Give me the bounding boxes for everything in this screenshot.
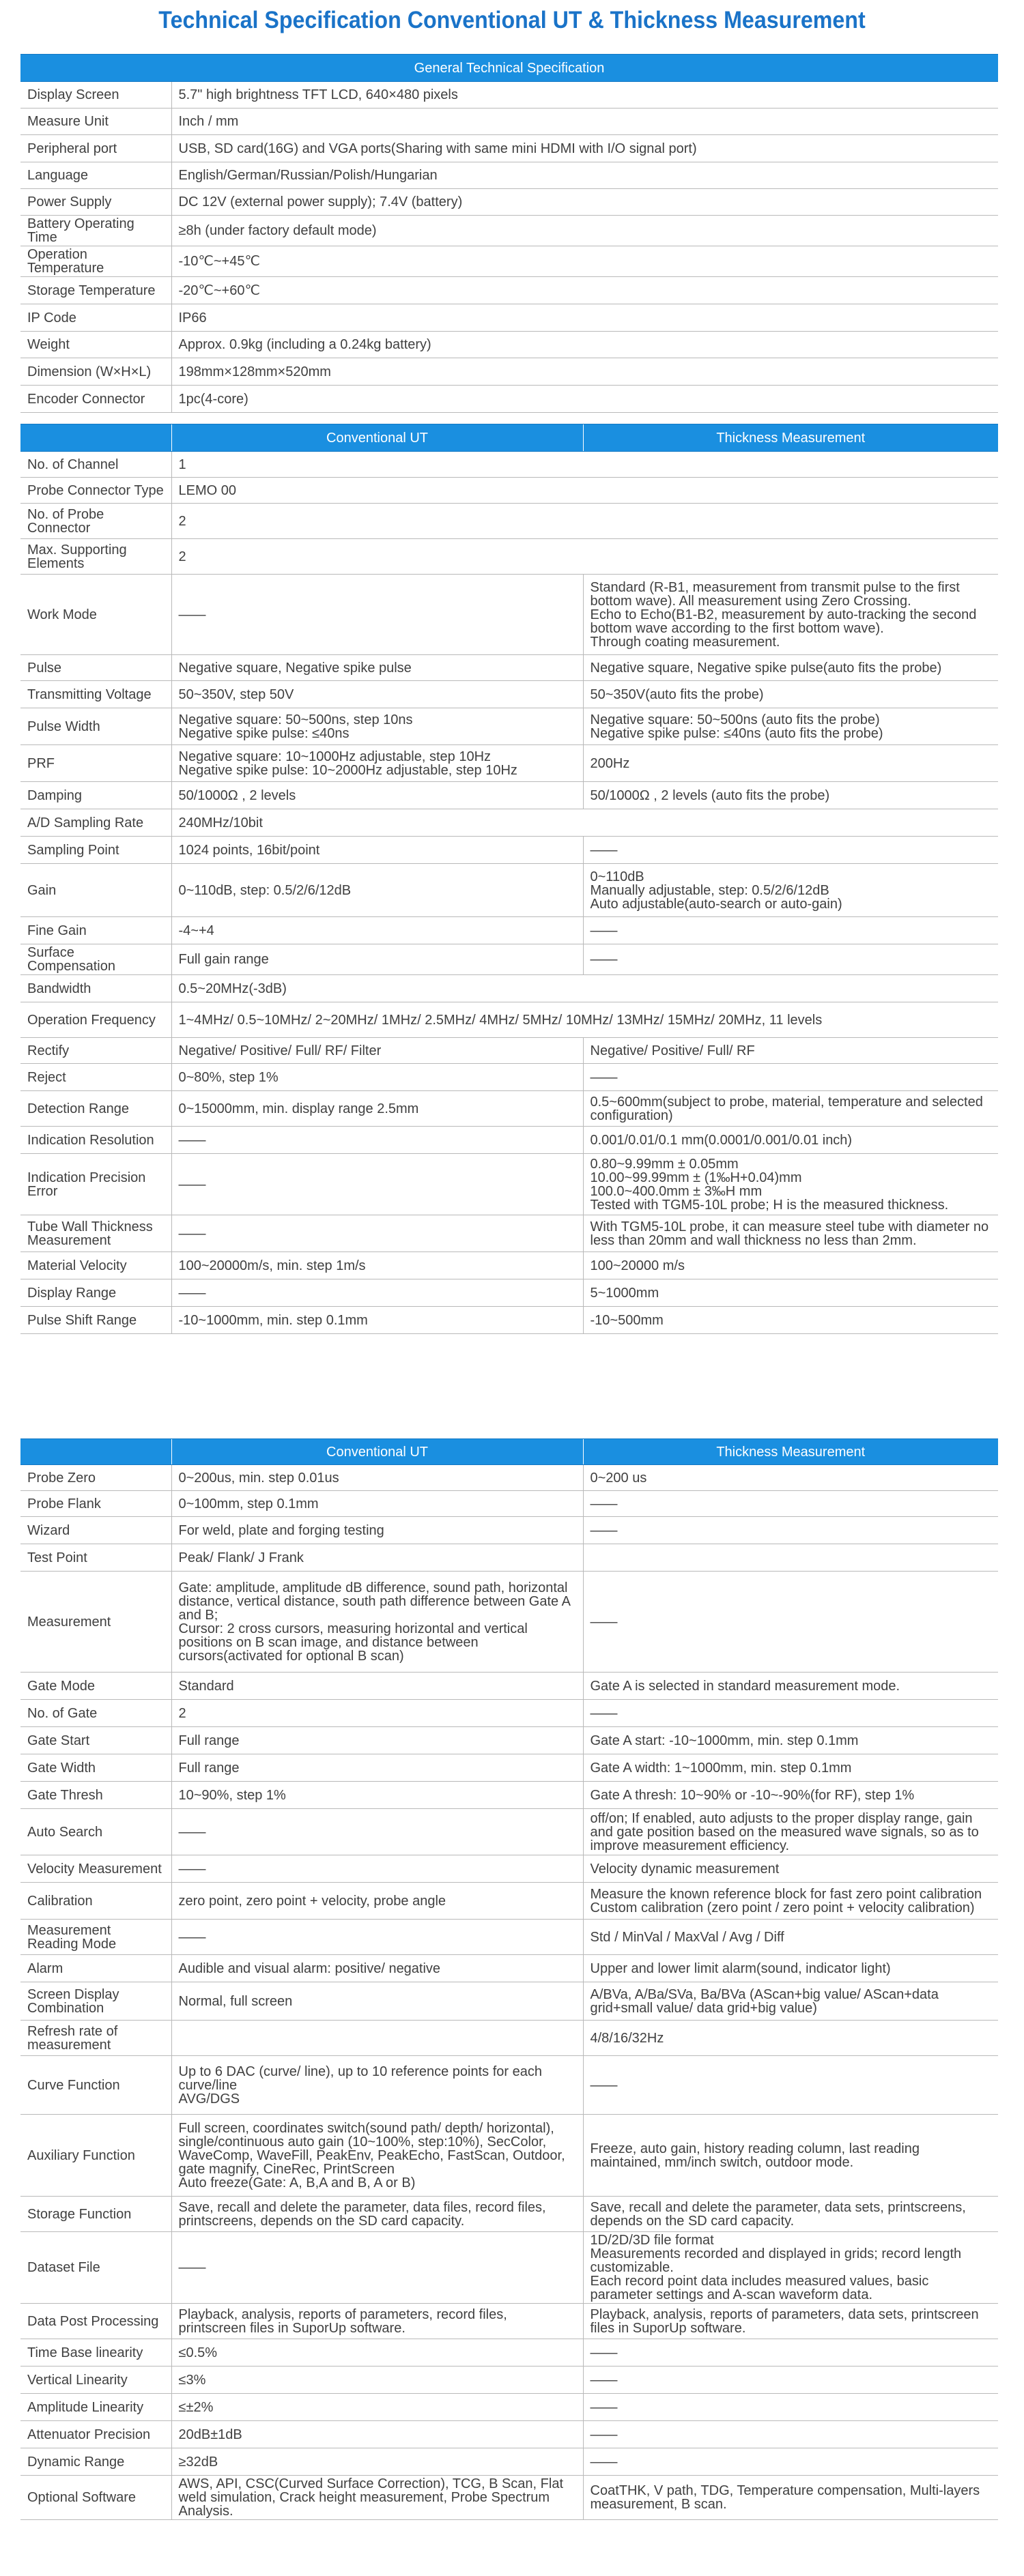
conventional-ut-value: zero point, zero point + velocity, probe angle [171,1883,583,1920]
table-row [20,162,998,189]
row-label: Dataset File [20,2232,171,2304]
header-conventional-ut: Conventional UT [171,1439,583,1465]
row-label: Tube Wall Thickness Measurement [20,1215,171,1252]
row-label: Attenuator Precision [20,2421,171,2448]
table-row [20,277,998,304]
table-row [20,1002,998,1038]
row-value: USB, SD card(16G) and VGA ports(Sharing with same mini HDMI with I/O signal port) [171,135,998,162]
thickness-value: 100~20000 m/s [583,1252,998,1279]
row-value: English/German/Russian/Polish/Hungarian [171,162,998,189]
conventional-ut-value [171,2021,583,2056]
row-label: Storage Function [20,2197,171,2232]
header-thickness: Thickness Measurement [583,1439,998,1465]
conventional-ut-value: ≤0.5% [171,2339,583,2367]
thickness-value: Playback, analysis, reports of parameters, data sets, printscreen files in SuporUp software. [583,2304,998,2339]
conventional-ut-value: For weld, plate and forging testing [171,1517,583,1544]
row-label: Indication Resolution [20,1127,171,1154]
thickness-value: 5~1000mm [583,1279,998,1307]
thickness-value [583,1544,998,1572]
table-row [20,504,998,539]
thickness-value: Freeze, auto gain, history reading column, last reading maintained, mm/inch switch, outdoor mode. [583,2115,998,2197]
row-label: Curve Function [20,2056,171,2115]
thickness-value: —— [583,1064,998,1091]
conventional-ut-value: —— [171,1127,583,1154]
table-row [20,2476,998,2520]
table-row [20,2448,998,2476]
row-label: Sampling Point [20,837,171,864]
spec-table-1 [20,424,998,1334]
table-row [20,655,998,681]
conventional-ut-value: —— [171,2232,583,2304]
thickness-value: —— [583,2394,998,2421]
row-label: Calibration [20,1883,171,1920]
thickness-value: Gate A start: -10~1000mm, min. step 0.1mm [583,1727,998,1754]
conventional-ut-value: ≤3% [171,2367,583,2394]
table-row [20,975,998,1002]
row-label: Bandwidth [20,975,171,1002]
conventional-ut-value: ≤±2% [171,2394,583,2421]
table-row [20,1782,998,1809]
thickness-value: Velocity dynamic measurement [583,1855,998,1883]
thickness-value: —— [583,1572,998,1673]
table-row [20,1754,998,1782]
spec-table-2 [20,1438,998,2520]
thickness-value: Gate A is selected in standard measurement mode. [583,1673,998,1700]
thickness-value: Upper and lower limit alarm(sound, indicator light) [583,1955,998,1982]
table-row [20,2021,998,2056]
thickness-value: —— [583,837,998,864]
table-row [20,2304,998,2339]
table-row [20,2115,998,2197]
thickness-value: 0~200 us [583,1465,998,1491]
conventional-ut-value: Up to 6 DAC (curve/ line), up to 10 reference points for each curve/line AVG/DGS [171,2056,583,2115]
table-row [20,1727,998,1754]
page-title: Technical Specification Conventional UT & Thickness Measurement [158,7,866,33]
row-label: Measurement Reading Mode [20,1920,171,1955]
row-label: Measurement [20,1572,171,1673]
table-row [20,575,998,655]
table-row [20,452,998,478]
row-shared-value: LEMO 00 [171,478,998,504]
row-label: Auto Search [20,1809,171,1855]
row-shared-value: 0.5~20MHz(-3dB) [171,975,998,1002]
table-header [20,55,998,82]
conventional-ut-value: Full range [171,1754,583,1782]
conventional-ut-value: 50~350V, step 50V [171,681,583,708]
header-blank [20,424,171,452]
table-row [20,708,998,745]
row-value: Inch / mm [171,108,998,135]
table-row [20,1982,998,2021]
conventional-ut-value: Normal, full screen [171,1982,583,2021]
row-label: Reject [20,1064,171,1091]
row-label: Gate Width [20,1754,171,1782]
row-label: Gate Mode [20,1673,171,1700]
thickness-value: —— [583,2448,998,2476]
table-row [20,745,998,782]
row-label: Test Point [20,1544,171,1572]
conventional-ut-value: —— [171,1920,583,1955]
thickness-value: Negative square: 50~500ns (auto fits the probe) Negative spike pulse: ≤40ns (auto fits the probe) [583,708,998,745]
thickness-value: 50~350V(auto fits the probe) [583,681,998,708]
conventional-ut-value: Negative/ Positive/ Full/ RF/ Filter [171,1038,583,1064]
row-label: Transmitting Voltage [20,681,171,708]
conventional-ut-value: 0~110dB, step: 0.5/2/6/12dB [171,864,583,917]
conventional-ut-value: 0~15000mm, min. display range 2.5mm [171,1091,583,1127]
conventional-ut-value: 20dB±1dB [171,2421,583,2448]
table-row [20,2421,998,2448]
table-row [20,539,998,575]
row-shared-value: 1~4MHz/ 0.5~10MHz/ 2~20MHz/ 1MHz/ 2.5MHz/ 4MHz/ 5MHz/ 10MHz/ 13MHz/ 15MHz/ 20MHz, 11 levels [171,1002,998,1038]
table-row [20,1809,998,1855]
thickness-value: Negative square, Negative spike pulse(auto fits the probe) [583,655,998,681]
row-label: Rectify [20,1038,171,1064]
row-label: Vertical Linearity [20,2367,171,2394]
row-label: No. of Probe Connector [20,504,171,539]
table-row [20,1215,998,1252]
thickness-value: 0.001/0.01/0.1 mm(0.0001/0.001/0.01 inch) [583,1127,998,1154]
row-label: Operation Temperature [20,246,171,277]
table-row [20,1038,998,1064]
row-label: Amplitude Linearity [20,2394,171,2421]
row-label: Encoder Connector [20,386,171,413]
header-conventional-ut: Conventional UT [171,424,583,452]
table-row [20,944,998,975]
thickness-value: —— [583,1517,998,1544]
thickness-value: 50/1000Ω , 2 levels (auto fits the probe) [583,782,998,809]
conventional-ut-value: —— [171,1215,583,1252]
row-label: No. of Channel [20,452,171,478]
table-row [20,358,998,386]
conventional-ut-value: Save, recall and delete the parameter, data files, record files, printscreens, depends on the SD card capacity. [171,2197,583,2232]
thickness-value: Std / MinVal / MaxVal / Avg / Diff [583,1920,998,1955]
row-value: ≥8h (under factory default mode) [171,216,998,246]
table-row [20,1491,998,1517]
row-label: Probe Zero [20,1465,171,1491]
row-label: Optional Software [20,2476,171,2520]
thickness-value: 0~110dB Manually adjustable, step: 0.5/2/6/12dB Auto adjustable(auto-search or auto-gain) [583,864,998,917]
row-label: Weight [20,332,171,358]
thickness-value: —— [583,917,998,944]
conventional-ut-value: —— [171,1855,583,1883]
row-value: Approx. 0.9kg (including a 0.24kg battery) [171,332,998,358]
conventional-ut-value: 0~80%, step 1% [171,1064,583,1091]
table-row [20,1091,998,1127]
table-row [20,1154,998,1215]
thickness-value: —— [583,2367,998,2394]
table-row [20,135,998,162]
row-label: Language [20,162,171,189]
thickness-value: With TGM5-10L probe, it can measure steel tube with diameter no less than 20mm and wall thickness no less than 2mm. [583,1215,998,1252]
row-label: Probe Connector Type [20,478,171,504]
row-label: Gate Start [20,1727,171,1754]
table-row [20,386,998,413]
table-row [20,1572,998,1673]
conventional-ut-value: Gate: amplitude, amplitude dB difference, sound path, horizontal distance, vertical distance, south path difference between Gate A and B; Cursor: 2 cross cursors, measuring horizontal and vertical positions on B scan image, and distance between cursors(activated for optional B scan) [171,1572,583,1673]
conventional-ut-value: Standard [171,1673,583,1700]
table-row [20,2339,998,2367]
conventional-ut-value: —— [171,575,583,655]
row-label: Detection Range [20,1091,171,1127]
table-row [20,2232,998,2304]
conventional-ut-value: —— [171,1809,583,1855]
conventional-ut-value: -10~1000mm, min. step 0.1mm [171,1307,583,1334]
row-value: -20℃~+60℃ [171,277,998,304]
table-row [20,1064,998,1091]
conventional-ut-value: Playback, analysis, reports of parameters, record files, printscreen files in SuporUp software. [171,2304,583,2339]
row-label: Indication Precision Error [20,1154,171,1215]
row-label: Damping [20,782,171,809]
conventional-ut-value: —— [171,1154,583,1215]
thickness-value: —— [583,1491,998,1517]
conventional-ut-value: 2 [171,1700,583,1727]
table-row [20,1465,998,1491]
thickness-value: 4/8/16/32Hz [583,2021,998,2056]
table-row [20,1673,998,1700]
table-row [20,1127,998,1154]
row-label: Wizard [20,1517,171,1544]
table-row [20,809,998,837]
conventional-ut-value: -4~+4 [171,917,583,944]
row-label: Battery Operating Time [20,216,171,246]
row-label: Dimension (W×H×L) [20,358,171,386]
row-shared-value: 240MHz/10bit [171,809,998,837]
thickness-value: —— [583,2056,998,2115]
conventional-ut-value: Full gain range [171,944,583,975]
conventional-ut-value: Audible and visual alarm: positive/ negative [171,1955,583,1982]
row-value: -10℃~+45℃ [171,246,998,277]
table-row [20,189,998,216]
row-label: Storage Temperature [20,277,171,304]
row-value: IP66 [171,304,998,332]
row-shared-value: 2 [171,539,998,575]
row-label: Display Screen [20,82,171,108]
row-label: No. of Gate [20,1700,171,1727]
thickness-value: —— [583,944,998,975]
row-label: Measure Unit [20,108,171,135]
conventional-ut-value: 1024 points, 16bit/point [171,837,583,864]
table-row [20,1700,998,1727]
row-label: Display Range [20,1279,171,1307]
conventional-ut-value: 100~20000m/s, min. step 1m/s [171,1252,583,1279]
thickness-value: Gate A width: 1~1000mm, min. step 0.1mm [583,1754,998,1782]
table-row [20,1252,998,1279]
thickness-value: Measure the known reference block for fast zero point calibration Custom calibration (zero point / zero point + velocity calibration) [583,1883,998,1920]
thickness-value: —— [583,2421,998,2448]
row-value: 198mm×128mm×520mm [171,358,998,386]
row-shared-value: 1 [171,452,998,478]
thickness-value: CoatTHK, V path, TDG, Temperature compensation, Multi-layers measurement, B scan. [583,2476,998,2520]
table-row [20,837,998,864]
table-row [20,1920,998,1955]
conventional-ut-value: 10~90%, step 1% [171,1782,583,1809]
row-value: DC 12V (external power supply); 7.4V (battery) [171,189,998,216]
conventional-ut-value: AWS, API, CSC(Curved Surface Correction), TCG, B Scan, Flat weld simulation, Crack height measurement, Probe Spectrum Analysis. [171,2476,583,2520]
general-header: General Technical Specification [20,55,998,82]
conventional-ut-value: —— [171,1279,583,1307]
conventional-ut-value: Peak/ Flank/ J Frank [171,1544,583,1572]
conventional-ut-value: Negative square: 50~500ns, step 10ns Negative spike pulse: ≤40ns [171,708,583,745]
header-thickness: Thickness Measurement [583,424,998,452]
row-label: Material Velocity [20,1252,171,1279]
thickness-value: off/on; If enabled, auto adjusts to the proper display range, gain and gate position based on the measured wave signals, so as to improve measurement efficiency. [583,1809,998,1855]
table-row [20,304,998,332]
table-row [20,2056,998,2115]
row-value: 5.7" high brightness TFT LCD, 640×480 pixels [171,82,998,108]
thickness-value: —— [583,2339,998,2367]
row-label: Surface Compensation [20,944,171,975]
conventional-ut-value: 50/1000Ω , 2 levels [171,782,583,809]
thickness-value: —— [583,1700,998,1727]
thickness-value: Gate A thresh: 10~90% or -10~-90%(for RF), step 1% [583,1782,998,1809]
row-label: Auxiliary Function [20,2115,171,2197]
row-label: PRF [20,745,171,782]
table-row [20,2394,998,2421]
conventional-ut-value: Negative square: 10~1000Hz adjustable, step 10Hz Negative spike pulse: 10~2000Hz adjustable, step 10Hz [171,745,583,782]
row-label: Work Mode [20,575,171,655]
row-label: Gain [20,864,171,917]
table-row [20,478,998,504]
row-label: Screen Display Combination [20,1982,171,2021]
table-row [20,1544,998,1572]
thickness-value: 200Hz [583,745,998,782]
row-label: Peripheral port [20,135,171,162]
table-row [20,1855,998,1883]
header-blank [20,1439,171,1465]
table-row [20,864,998,917]
row-label: Time Base linearity [20,2339,171,2367]
table-row [20,1517,998,1544]
conventional-ut-value: ≥32dB [171,2448,583,2476]
table-row [20,1279,998,1307]
row-label: Alarm [20,1955,171,1982]
conventional-ut-value: 0~100mm, step 0.1mm [171,1491,583,1517]
table-row [20,108,998,135]
table-row [20,1955,998,1982]
table-header [20,1439,998,1465]
row-label: Probe Flank [20,1491,171,1517]
row-label: A/D Sampling Rate [20,809,171,837]
row-label: Max. Supporting Elements [20,539,171,575]
row-label: Operation Frequency [20,1002,171,1038]
table-row [20,332,998,358]
row-label: IP Code [20,304,171,332]
thickness-value: A/BVa, A/Ba/SVa, Ba/BVa (AScan+big value/ AScan+data grid+small value/ data grid+big value) [583,1982,998,2021]
thickness-value: 0.80~9.99mm ± 0.05mm 10.00~99.99mm ± (1‰H+0.04)mm 100.0~400.0mm ± 3‰H mm Tested with TGM5-10L probe; H is the measured thickness. [583,1154,998,1215]
row-label: Fine Gain [20,917,171,944]
table-row [20,681,998,708]
conventional-ut-value: Full range [171,1727,583,1754]
table-row [20,246,998,277]
thickness-value: Standard (R-B1, measurement from transmit pulse to the first bottom wave). All measurement using Zero Crossing. Echo to Echo(B1-B2, measurement by auto-tracking the second bottom wave according to the first bottom wave). Through coating measurement. [583,575,998,655]
thickness-value: 1D/2D/3D file format Measurements recorded and displayed in grids; record length customizable. Each record point data includes measured values, basic parameter settings and A-scan waveform data. [583,2232,998,2304]
conventional-ut-value: Negative square, Negative spike pulse [171,655,583,681]
table-row [20,782,998,809]
row-label: Refresh rate of measurement [20,2021,171,2056]
row-label: Pulse [20,655,171,681]
table-row [20,82,998,108]
row-label: Power Supply [20,189,171,216]
table-row [20,917,998,944]
conventional-ut-value: Full screen, coordinates switch(sound path/ depth/ horizontal), single/continuous auto gain (10~100%, step:10%), SecColor, WaveComp, WaveFill, PeakEnv, PeakEcho, FastScan, Outdoor, gate magnify, CineRec, PrintScreen Auto freeze(Gate: A, B,A and B, A or B) [171,2115,583,2197]
general-spec-table [20,54,998,413]
thickness-value: Negative/ Positive/ Full/ RF [583,1038,998,1064]
row-label: Gate Thresh [20,1782,171,1809]
conventional-ut-value: 0~200us, min. step 0.01us [171,1465,583,1491]
row-label: Dynamic Range [20,2448,171,2476]
thickness-value: -10~500mm [583,1307,998,1334]
row-shared-value: 2 [171,504,998,539]
table-row [20,1307,998,1334]
row-label: Pulse Shift Range [20,1307,171,1334]
row-label: Velocity Measurement [20,1855,171,1883]
row-label: Pulse Width [20,708,171,745]
thickness-value: 0.5~600mm(subject to probe, material, temperature and selected configuration) [583,1091,998,1127]
thickness-value: Save, recall and delete the parameter, data sets, printscreens, depends on the SD card capacity. [583,2197,998,2232]
row-label: Data Post Processing [20,2304,171,2339]
table-row [20,2367,998,2394]
table-row [20,1883,998,1920]
table-row [20,2197,998,2232]
table-header [20,424,998,452]
row-value: 1pc(4-core) [171,386,998,413]
table-row [20,216,998,246]
